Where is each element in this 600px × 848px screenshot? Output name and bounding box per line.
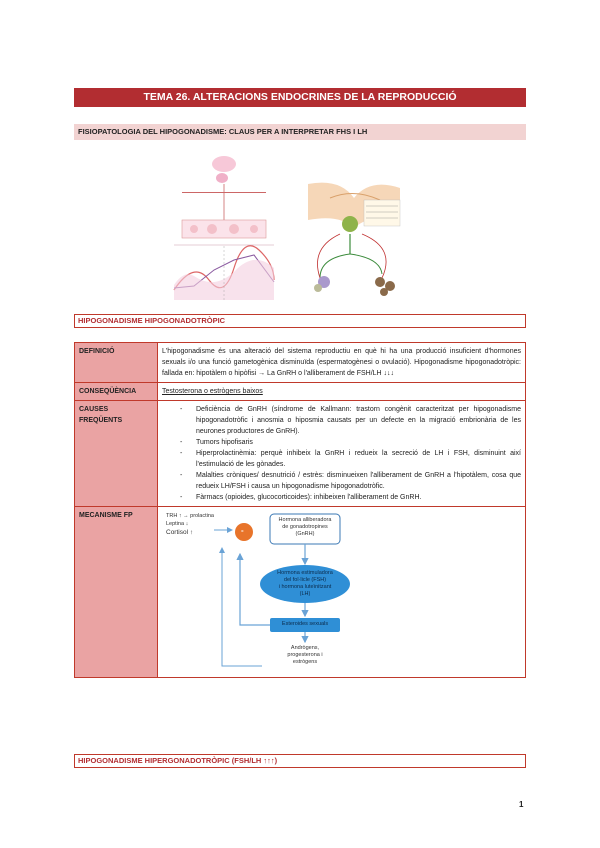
- row-label-consequencia: CONSEQÜÈNCIA: [75, 383, 158, 401]
- list-item: - Malalties cròniques/ desnutrició / estrès: disminueixen l'alliberament de GnRH a l'hipotàlem, cosa que redueix LH/FSH i causa un hipogonadisme hipogonadotròfic.: [196, 470, 521, 492]
- consequencia-cell: [158, 383, 526, 401]
- fsh-label-4: (LH): [299, 591, 311, 597]
- row-label-causes: CAUSES FREQÜENTS: [75, 401, 158, 507]
- steroids-label: Esteroides sexuals: [281, 621, 329, 627]
- gnrh-label-1: Hormona alliberadora: [278, 517, 332, 523]
- table-row: [75, 401, 526, 507]
- mechanism-diagram: [162, 510, 521, 674]
- table-row: [75, 343, 526, 383]
- hormonal-cycle-figure: [164, 150, 284, 302]
- left-factor-2: Leptina ↓: [166, 521, 189, 527]
- gnrh-label-2: de gonadotropines: [282, 524, 328, 530]
- hypogonadism-table: [74, 342, 526, 678]
- causes-cell: [158, 401, 526, 507]
- bottom-label-1: Andrògens,: [290, 645, 320, 651]
- page-number: 1: [519, 800, 524, 809]
- fsh-label-1: Hormona estimuladora: [277, 570, 333, 576]
- list-item: - Deficiència de GnRH (síndrome de Kallmann: trastorn congènit caracteritzat per hipogonadisme hipogonadotròfic i anosmia o hiposmia causats per un defecte en la migració embrionària de les neurones productores de GnRH).: [196, 404, 521, 437]
- definicio-text: L'hipogonadisme és una alteració del sistema reproductiu en què hi ha una producció insuficient d'hormones sexuals i/o una funció gametogènica disminuïda (espermatogènesi o ovulació). Hipogonadisme hipogonadotròpic: fallada en: hipotàlem o hipòfisi → La GnRH o l'alliberament de FSH/LH ↓↓↓: [158, 343, 526, 383]
- section-heading-hipergonadotropic: HIPOGONADISME HIPERGONADOTRÒPIC (FSH/LH ↑↑↑): [74, 754, 526, 768]
- table-row: [75, 383, 526, 401]
- section-heading-fisiopatologia: FISIOPATOLOGIA DEL HIPOGONADISME: CLAUS PER A INTERPRETAR FHS I LH: [74, 124, 526, 140]
- list-item: - Hiperprolactinèmia: perquè inhibeix la GnRH i redueix la secreció de LH i FSH, disminuint així l'estimulació de les gònades.: [196, 448, 521, 470]
- list-item: - Tumors hipofisaris: [196, 437, 521, 448]
- fsh-label-2: del fol·licle (FSH): [283, 577, 327, 583]
- consequencia-text: Testosterona o estrògens baixos: [162, 388, 263, 395]
- mecanisme-cell: [158, 507, 526, 678]
- section-heading-hipogonadotropic: HIPOGONADISME HIPOGONADOTRÒPIC: [74, 314, 526, 328]
- hpg-axis-figure: [300, 178, 408, 296]
- gnrh-label-3: (GnRH): [295, 531, 315, 537]
- list-item: - Fàrmacs (opioides, glucocorticoides): inhibeixen l'alliberament de GnRH.: [196, 492, 521, 503]
- bottom-label-2: progesterona i: [287, 652, 323, 658]
- bottom-label-3: estrògens: [292, 659, 318, 665]
- table-row: [75, 507, 526, 678]
- inhibition-circle: [235, 523, 253, 541]
- row-label-mecanisme: MECANISME FP: [75, 507, 158, 678]
- left-factor-1: TRH ↑ → prolactina: [166, 513, 214, 519]
- row-label-definicio: DEFINICIÓ: [75, 343, 158, 383]
- left-factor-3: Cortisol ↑: [166, 529, 194, 536]
- fsh-label-3: i hormona luteïnitzant: [278, 584, 332, 590]
- minus-sign: -: [241, 526, 244, 535]
- page-title: TEMA 26. ALTERACIONS ENDOCRINES DE LA REPRODUCCIÓ: [74, 88, 526, 107]
- causes-list: [162, 404, 521, 503]
